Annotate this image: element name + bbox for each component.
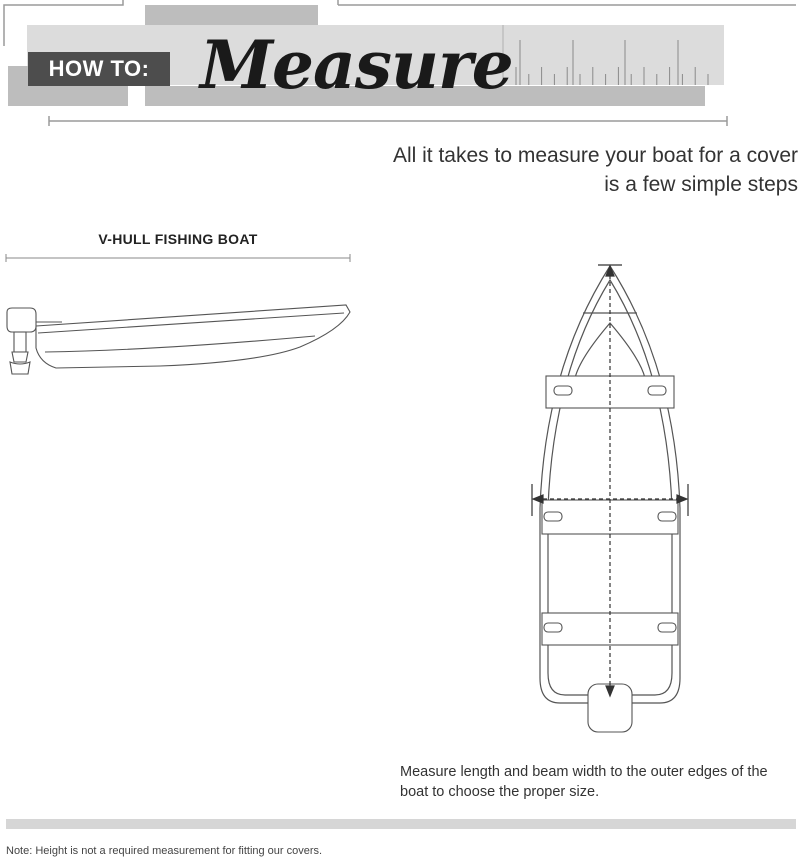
top-view-illustration [520,258,700,738]
intro-text: All it takes to measure your boat for a cover is a few simple steps [392,144,798,196]
footer-bar [6,819,796,829]
how-to-badge: HOW TO: [28,52,170,86]
length-dimension-line [6,254,350,262]
footer-note: Note: Height is not a required measurement for fitting our covers. [6,845,323,857]
side-view-illustration [0,250,360,380]
measure-title: Measure [200,26,513,104]
measure-instructions: Measure length and beam width to the outer edges of the boat to choose the proper size. [400,764,768,800]
side-view-label: V-HULL FISHING BOAT [98,231,258,247]
boat-hull-side [36,305,350,368]
